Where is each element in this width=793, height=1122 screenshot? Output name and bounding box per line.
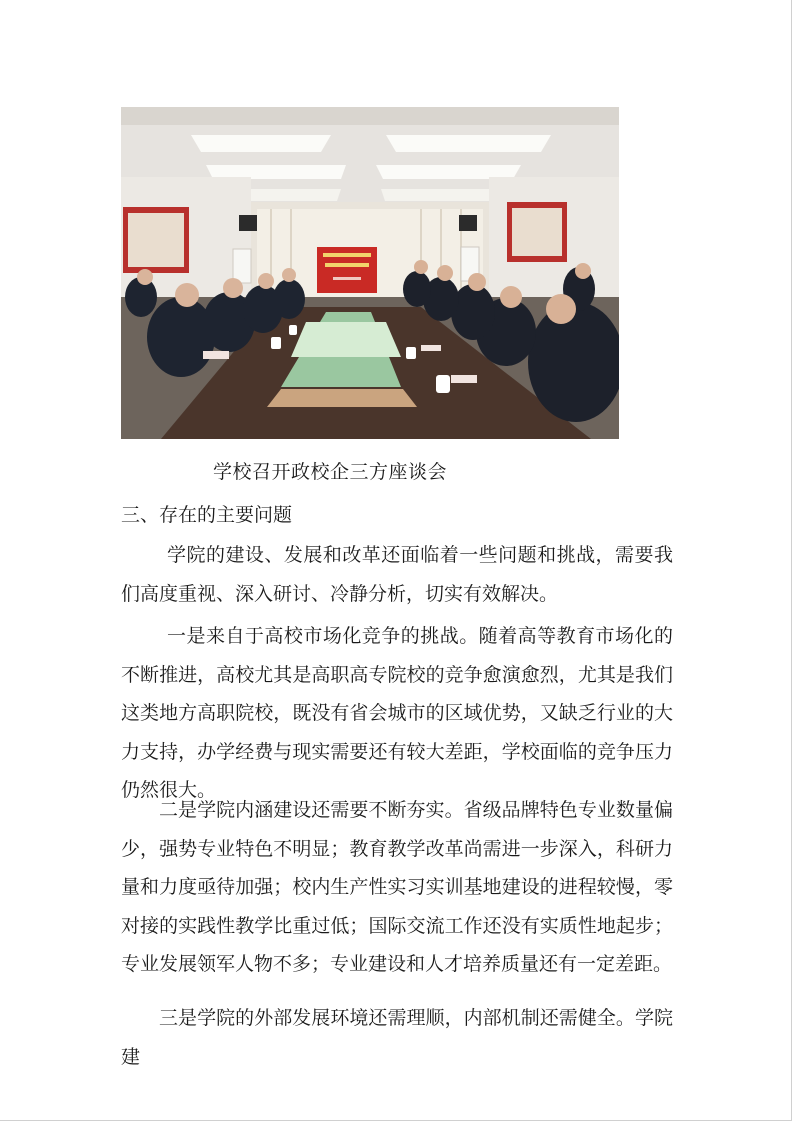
paragraph: 二是学院内涵建设还需要不断夯实。省级品牌特色专业数量偏少，强势专业特色不明显；教育教学改革尚需进一步深入，科研力量和力度亟待加强；校内生产性实习实训基地建设的进程较慢，零对接的实践性教学比重过低；国际交流工作还没有实质性地起步；专业发展领军人物不多；专业建设和人才培养质量还有一定差距。	[121, 799, 673, 975]
meeting-photo	[121, 107, 619, 439]
paragraph: 学院的建设、发展和改革还面临着一些问题和挑战，需要我们高度重视、深入研讨、冷静分析，切实有效解决。	[121, 544, 673, 605]
paragraph: 三是学院的外部发展环境还需理顺，内部机制还需健全。学院建	[121, 1007, 673, 1068]
meeting-photo-illustration	[121, 107, 619, 439]
photo-caption: 学校召开政校企三方座谈会	[213, 461, 448, 483]
section-heading: 三、存在的主要问题	[121, 504, 293, 526]
paragraph: 一是来自于高校市场化竞争的挑战。随着高等教育市场化的不断推进，高校尤其是高职高专院校的竞争愈演愈烈，尤其是我们这类地方高职院校，既没有省会城市的区域优势，又缺乏行业的大力支持，办学经费与现实需要还有较大差距，学校面临的竞争压力仍然很大。	[121, 625, 673, 801]
